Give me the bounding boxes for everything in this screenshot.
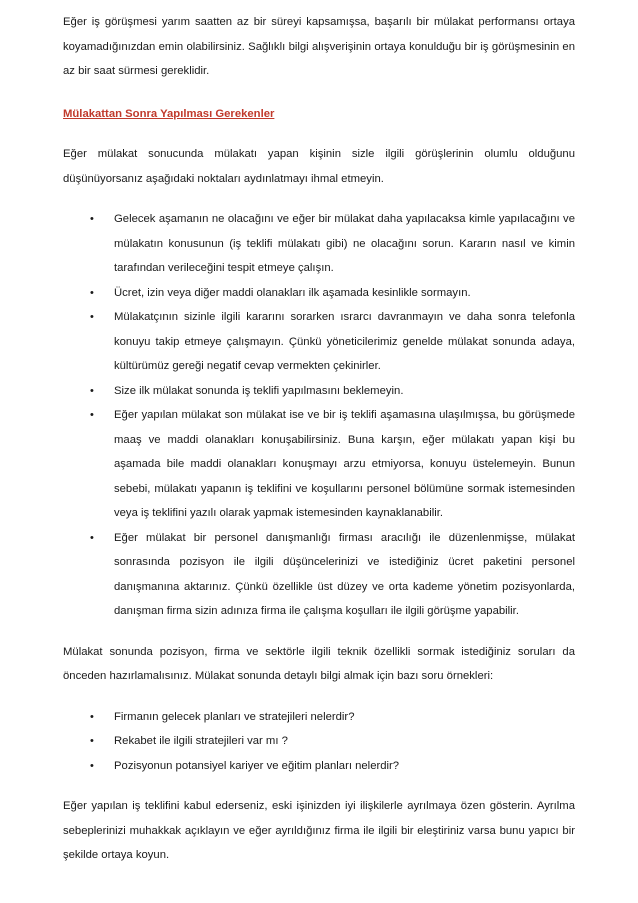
intro-paragraph: Eğer iş görüşmesi yarım saatten az bir süreyi kapsamışsa, başarılı bir mülakat performansı ortaya koyamadığınızdan emin olabilirsiniz. Sağlıklı bilgi alışverişinin ortaya konulduğu bir iş görüşmesinin en az bir saat sürmesi gereklidir. [63, 16, 575, 77]
section-heading: Mülakattan Sonra Yapılması Gerekenler [63, 107, 275, 120]
bullet-icon: • [90, 384, 94, 397]
list-item [63, 526, 575, 624]
list-item [63, 754, 575, 779]
list-item-text: Firmanın gelecek planları ve stratejileri nelerdir? [114, 710, 355, 723]
bullet-icon: • [90, 409, 94, 421]
list-item-text: Pozisyonun potansiyel kariyer ve eğitim planları nelerdir? [114, 759, 400, 772]
list-item-text: Mülakatçının sizinle ilgili kararını sorarken ısrarcı davranmayın ve daha sonra telefonla konuyu takip etmeye çalışmayın. Çünkü yöneticilerimiz genelde mülakat sonunda adaya, kültürümüz gereği negatif cevap vermekten çekinirler. [114, 311, 575, 372]
bullet-icon: • [90, 311, 94, 323]
section-intro-paragraph: Eğer mülakat sonucunda mülakatı yapan kişinin sizle ilgili görüşlerinin olumlu olduğunu düşünüyorsanız aşağıdaki noktaları aydınlatmayı ihmal etmeyin. [63, 148, 575, 185]
list-item [63, 729, 575, 754]
bullet-icon: • [90, 286, 94, 299]
document-page [63, 10, 575, 868]
closing-paragraph: Eğer yapılan iş teklifini kabul ederseniz, eski işinizden iyi ilişkilerle ayrılmaya özen gösterin. Ayrılma sebeplerinizi muhakkak açıklayın ve eğer ayrıldığınız firma ile ilgili bir eleştiriniz varsa bunu yapıcı bir şekilde ortaya koyun. [63, 800, 575, 861]
list-item-text: Rekabet ile ilgili stratejileri var mı ? [114, 735, 288, 747]
list-item-text: Eğer yapılan mülakat son mülakat ise ve bir iş teklifi aşamasına ulaşılmışsa, bu görüşmede maaş ve maddi olanakları konuşabilirsiniz. Buna karşın, eğer mülakatı yapan kişi bu aşamada bile maddi olanakları konuşmayı arzu etmiyorsa, konuyu üstelemeyin. Bunun sebebi, mülakatı yapanın iş teklifini ve koşullarını personel bölümüne sormak istemesinden veya iş teklifini yazılı olarak yapmak istemesinden kaynaklanabilir. [114, 409, 575, 519]
bullet-icon: • [90, 735, 94, 747]
list-item-text: Size ilk mülakat sonunda iş teklifi yapılmasını beklemeyin. [114, 384, 404, 397]
list-item [63, 281, 575, 306]
list-item-text: Eğer mülakat bir personel danışmanlığı firması aracılığı ile düzenlenmişse, mülakat sonrasında pozisyon ile ilgili düşüncelerinizi ve istediğiniz ücret paketini personel danışmanına aktarınız. Çünkü özellikle üst düzey ve orta kademe yönetim pozisyonlarda, danışman firma sizin adınıza firma ile çalışma koşulları ile ilgili görüşme yapabilir. [114, 531, 575, 617]
list-item [63, 705, 575, 730]
after-interview-list [63, 207, 575, 624]
list-item [63, 403, 575, 526]
questions-intro-paragraph: Mülakat sonunda pozisyon, firma ve sektörle ilgili teknik özellikli sormak istediğiniz soruları da önceden hazırlamalısınız. Mülakat sonunda detaylı bilgi almak için bazı soru örnekleri: [63, 645, 575, 682]
bullet-icon: • [90, 213, 94, 225]
list-item [63, 207, 575, 281]
list-item [63, 305, 575, 379]
list-item-text: Ücret, izin veya diğer maddi olanakları ilk aşamada kesinlikle sormayın. [114, 286, 471, 299]
list-item [63, 379, 575, 404]
list-item-text: Gelecek aşamanın ne olacağını ve eğer bir mülakat daha yapılacaksa kimle yapılacağını ve mülakatın konusunun (iş teklifi mülakatı gibi) ne olacağını sorun. Kararın nasıl ve kimin tarafından verileceğini tespit etmeye çalışın. [114, 213, 575, 274]
bullet-icon: • [90, 759, 94, 772]
bullet-icon: • [90, 710, 94, 723]
question-list [63, 705, 575, 779]
bullet-icon: • [90, 531, 94, 544]
